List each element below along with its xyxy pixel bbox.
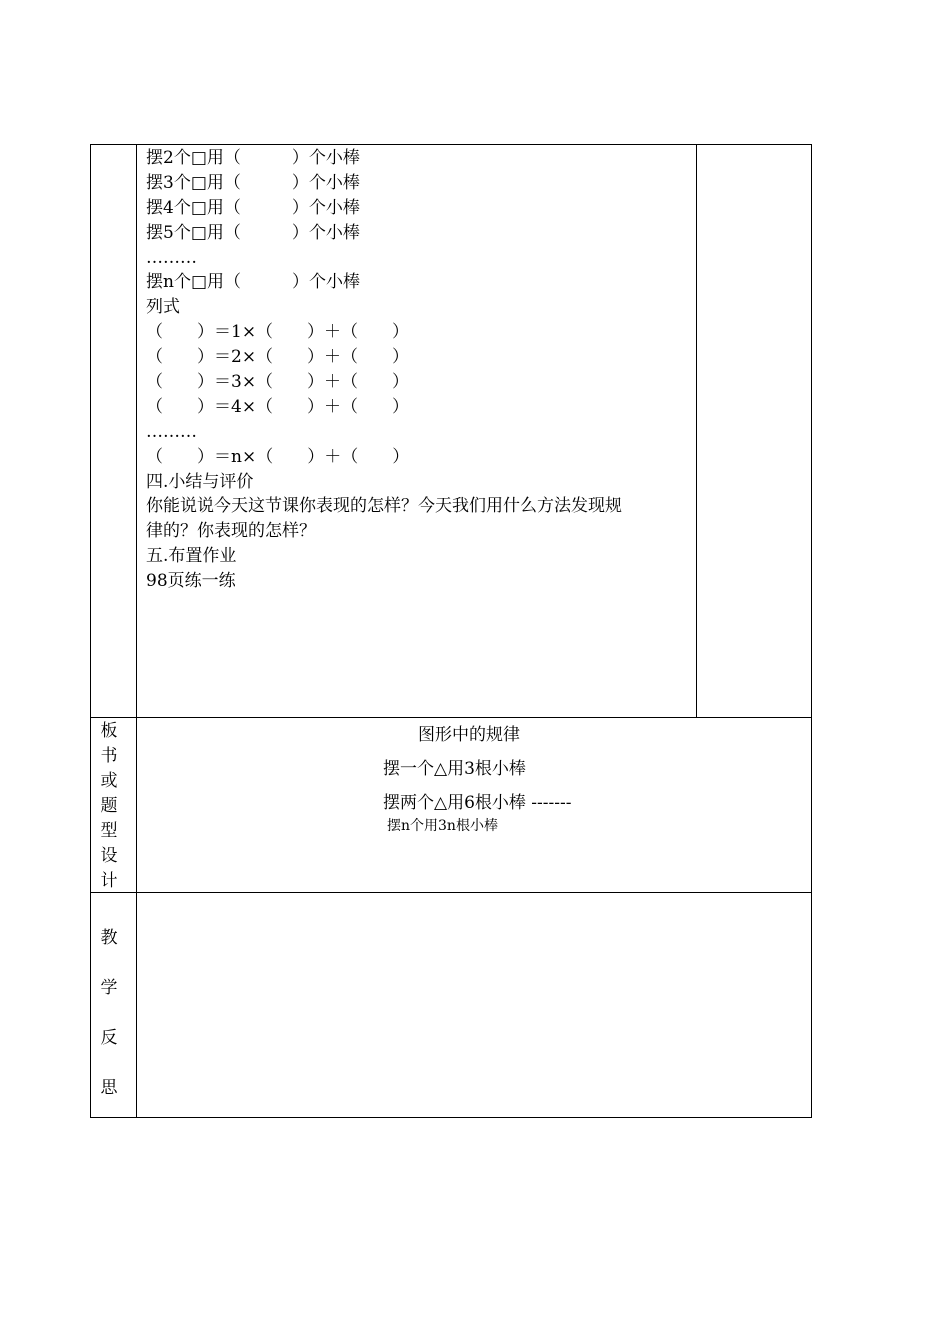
row-divider-1 — [90, 717, 812, 718]
content-line: 摆2个□用（ ）个小棒 — [146, 148, 360, 168]
row-divider-2 — [90, 892, 812, 893]
content-line: （ ）＝2×（ ）＋（ ） — [146, 347, 410, 368]
label-char: 或 — [100, 771, 118, 791]
label-column-divider — [136, 144, 137, 1118]
board-design-label — [91, 719, 127, 894]
content-line: （ ）＝4×（ ）＋（ ） — [146, 396, 410, 417]
board-line: 摆一个△用3根小棒 — [383, 759, 526, 779]
board-line: 摆n个用3n根小棒 — [387, 818, 498, 834]
content-line: （ ）＝n×（ ）＋（ ） — [146, 446, 410, 467]
teaching-reflection-label — [91, 913, 127, 1113]
board-title: 图形中的规律 — [418, 725, 520, 745]
content-line: （ ）＝3×（ ）＋（ ） — [146, 372, 410, 393]
label-char: 教 — [100, 928, 118, 948]
content-line: ……… — [146, 421, 197, 442]
content-line: 列式 — [146, 297, 180, 318]
content-line: ……… — [146, 247, 197, 268]
table-bottom-border — [90, 1117, 812, 1118]
content-line: 摆3个□用（ ）个小棒 — [146, 172, 360, 193]
section-heading: 五.布置作业 — [146, 546, 237, 567]
table-top-border — [90, 144, 812, 145]
label-char: 板 — [100, 721, 118, 741]
content-line: （ ）＝1×（ ）＋（ ） — [146, 322, 410, 343]
label-char: 设 — [100, 846, 118, 866]
notes-column-divider — [696, 144, 697, 718]
content-line: 摆4个□用（ ）个小棒 — [146, 197, 360, 218]
section-heading: 四.小结与评价 — [146, 471, 254, 492]
label-char: 反 — [100, 1028, 118, 1048]
label-char: 学 — [100, 978, 118, 998]
label-char: 型 — [100, 821, 118, 841]
board-line: 摆两个△用6根小棒 ------- — [383, 793, 572, 813]
label-char: 书 — [100, 746, 118, 766]
content-line: 98页练一练 — [146, 571, 236, 592]
content-line: 律的？你表现的怎样？ — [146, 521, 316, 542]
label-char: 题 — [100, 796, 118, 816]
content-line: 摆n个□用（ ）个小棒 — [146, 272, 361, 293]
content-line: 摆5个□用（ ）个小棒 — [146, 222, 360, 243]
lesson-content — [146, 146, 694, 594]
table-right-border — [811, 144, 812, 1118]
label-char: 思 — [100, 1078, 118, 1098]
label-char: 计 — [100, 871, 118, 891]
content-line: 你能说说今天这节课你表现的怎样？今天我们用什么方法发现规 — [146, 496, 622, 517]
